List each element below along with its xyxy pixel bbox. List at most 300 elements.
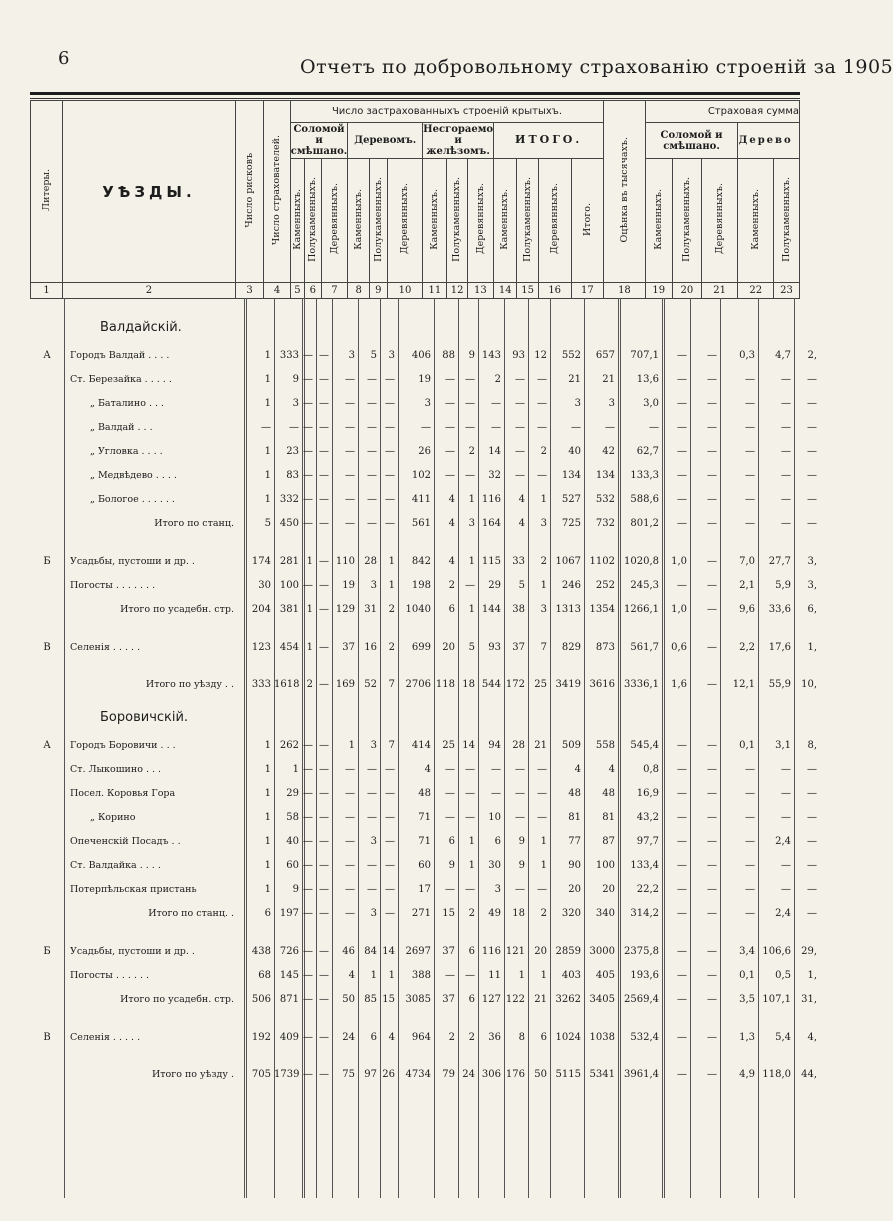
table-cell: 438	[251, 946, 271, 957]
table-cell: 93	[512, 350, 525, 361]
table-cell: —	[345, 518, 355, 529]
column-number: 6	[305, 283, 321, 299]
table-cell: —	[707, 518, 717, 529]
table-cell: 88	[442, 350, 455, 361]
table-row	[30, 784, 817, 806]
table-cell: —	[319, 788, 329, 799]
hdr-stone-4: Каменныхъ.	[499, 188, 511, 250]
table-cell: 381	[279, 604, 299, 615]
table-cell: —	[677, 884, 687, 895]
table-cell: 52	[364, 679, 377, 690]
table-cell: 3,1	[775, 740, 791, 751]
table-row	[30, 370, 817, 392]
table-cell: 6	[540, 1032, 547, 1043]
table-cell: —	[385, 518, 395, 529]
table-cell: 31,	[801, 994, 817, 1005]
table-cell: 50	[342, 994, 355, 1005]
table-cell: 5,4	[775, 1032, 791, 1043]
table-cell: 3405	[589, 994, 615, 1005]
table-cell: —	[677, 836, 687, 847]
column-number-row	[31, 283, 800, 299]
header-uezdy-cell	[63, 101, 236, 283]
table-cell: 24	[462, 1069, 475, 1080]
table-cell: 1102	[589, 556, 615, 567]
table-cell: 40	[568, 446, 581, 457]
table-cell: 3	[348, 350, 355, 361]
table-cell: —	[807, 422, 817, 433]
table-cell: —	[677, 1069, 687, 1080]
table-cell: —	[745, 764, 755, 775]
table-cell: 871	[279, 994, 299, 1005]
table-cell: 3	[370, 580, 377, 591]
row-total-label: Итого по усадебн. стр.	[120, 994, 234, 1005]
table-cell: —	[367, 470, 377, 481]
table-cell: —	[465, 398, 475, 409]
table-cell: 0,1	[739, 740, 755, 751]
table-cell: 409	[279, 1032, 299, 1043]
table-cell: 705	[251, 1069, 271, 1080]
table-cell: 204	[251, 604, 271, 615]
row-name: Городъ Валдай . . . .	[70, 350, 170, 361]
table-cell: 4	[574, 764, 581, 775]
table-cell: 123	[251, 642, 271, 653]
table-cell: 55,9	[768, 679, 791, 690]
table-cell: 1,6	[671, 679, 687, 690]
column-number: 18	[604, 283, 645, 299]
table-cell: 37	[442, 946, 455, 957]
table-cell: 1	[468, 604, 475, 615]
table-cell: —	[745, 518, 755, 529]
table-cell: —	[319, 860, 329, 871]
table-cell: 6,	[807, 604, 817, 615]
header-group-sum: Страховая сумма	[645, 101, 799, 123]
table-cell: 6	[448, 604, 455, 615]
table-cell: —	[303, 908, 313, 919]
table-cell: —	[303, 764, 313, 775]
table-row	[30, 760, 817, 782]
table-cell: 19	[418, 374, 431, 385]
table-cell: 8,	[807, 740, 817, 751]
table-cell: 3	[494, 884, 501, 895]
row-letter: В	[43, 1032, 51, 1043]
table-cell: 10,	[801, 679, 817, 690]
table-cell: 48	[418, 788, 431, 799]
table-cell: 1038	[589, 1032, 615, 1043]
table-cell: —	[807, 812, 817, 823]
table-cell: 532	[595, 494, 615, 505]
hdr-itogo: Итого.	[581, 202, 593, 236]
table-cell: 38	[512, 604, 525, 615]
table-cell: 1	[518, 970, 525, 981]
table-cell: 46	[342, 946, 355, 957]
table-cell: —	[537, 422, 547, 433]
header-sub-wood2: Дерево	[738, 123, 800, 159]
table-cell: 14	[462, 740, 475, 751]
table-cell: 1	[264, 374, 271, 385]
table-cell: 129	[335, 604, 355, 615]
header-sub-total: ИТОГО.	[494, 123, 604, 159]
table-cell: 6	[370, 1032, 377, 1043]
table-cell: —	[605, 422, 615, 433]
table-cell: 6	[264, 908, 271, 919]
table-cell: 1	[264, 884, 271, 895]
table-cell: 9	[468, 350, 475, 361]
table-cell: —	[807, 374, 817, 385]
row-letter: Б	[43, 946, 51, 957]
table-cell: —	[707, 494, 717, 505]
table-cell: 3	[370, 908, 377, 919]
table-cell: —	[677, 374, 687, 385]
section-title: Боровичскій.	[100, 710, 189, 725]
table-cell: —	[385, 836, 395, 847]
row-total-label: Итого по станц.	[154, 518, 234, 529]
table-cell: 5	[468, 642, 475, 653]
table-cell: 40	[286, 836, 299, 847]
header-insurers: Число страхователей.	[271, 134, 283, 246]
table-cell: —	[445, 374, 455, 385]
row-name: Посел. Коровья Гора	[70, 788, 176, 799]
table-cell: —	[319, 836, 329, 847]
table-cell: 271	[411, 908, 431, 919]
table-cell: 16	[364, 642, 377, 653]
table-cell: 15	[442, 908, 455, 919]
table-cell: 49	[488, 908, 501, 919]
table-cell: —	[319, 740, 329, 751]
column-number: 8	[348, 283, 370, 299]
table-cell: 1	[264, 350, 271, 361]
header-sub-wood: Деревомъ.	[348, 123, 423, 159]
table-cell: 1	[306, 604, 313, 615]
table-cell: —	[707, 836, 717, 847]
table-cell: —	[515, 374, 525, 385]
table-cell: —	[303, 398, 313, 409]
hdr-wood-2: Деревянныхъ.	[399, 183, 411, 255]
table-cell: 411	[411, 494, 431, 505]
table-cell: 532,4	[630, 1032, 659, 1043]
table-cell: 9	[518, 860, 525, 871]
table-cell: —	[445, 398, 455, 409]
table-cell: —	[537, 398, 547, 409]
table-cell: 842	[411, 556, 431, 567]
table-cell: —	[367, 812, 377, 823]
table-cell: —	[345, 374, 355, 385]
table-cell: 561	[411, 518, 431, 529]
table-cell: 281	[279, 556, 299, 567]
table-cell: —	[367, 518, 377, 529]
table-row	[30, 736, 817, 758]
table-cell: —	[367, 374, 377, 385]
table-cell: 174	[251, 556, 271, 567]
header-rule-thin	[30, 98, 800, 99]
table-cell: 1,0	[671, 604, 687, 615]
table-cell: 26	[382, 1069, 395, 1080]
table-cell: 127	[481, 994, 501, 1005]
table-cell: 31	[364, 604, 377, 615]
table-cell: 545,4	[630, 740, 659, 751]
table-row	[30, 346, 817, 368]
table-cell: 100	[279, 580, 299, 591]
column-number: 15	[517, 283, 538, 299]
table-cell: —	[781, 764, 791, 775]
table-row	[30, 638, 817, 660]
table-cell: 2	[468, 908, 475, 919]
table-cell: —	[807, 446, 817, 457]
table-cell: —	[303, 740, 313, 751]
table-cell: 1	[264, 812, 271, 823]
table-cell: —	[345, 470, 355, 481]
table-cell: —	[781, 374, 791, 385]
table-cell: 29,	[801, 946, 817, 957]
table-cell: —	[745, 398, 755, 409]
table-cell: —	[707, 642, 717, 653]
table-cell: —	[303, 350, 313, 361]
table-cell: 106,6	[762, 946, 791, 957]
table-cell: —	[319, 908, 329, 919]
table-cell: 26	[418, 446, 431, 457]
table-cell: —	[319, 642, 329, 653]
table-cell: —	[707, 446, 717, 457]
table-cell: 37	[442, 994, 455, 1005]
table-cell: 122	[505, 994, 525, 1005]
table-cell: —	[745, 860, 755, 871]
table-cell: 15	[382, 994, 395, 1005]
table-cell: 1266,1	[624, 604, 659, 615]
table-cell: —	[465, 374, 475, 385]
table-cell: —	[345, 446, 355, 457]
table-cell: 28	[364, 556, 377, 567]
table-cell: 1	[540, 860, 547, 871]
table-cell: 17,6	[768, 642, 791, 653]
table-cell: 93	[488, 642, 501, 653]
table-cell: 1	[468, 556, 475, 567]
table-row	[30, 1065, 817, 1087]
table-cell: —	[319, 764, 329, 775]
column-number: 22	[738, 283, 774, 299]
table-cell: 19	[342, 580, 355, 591]
header-estimate: Оцѣнка въ тысячахъ.	[618, 137, 630, 243]
table-cell: 7,0	[739, 556, 755, 567]
row-name: „ Валдай . . .	[90, 422, 153, 433]
table-cell: —	[303, 836, 313, 847]
table-cell: —	[345, 494, 355, 505]
table-cell: —	[445, 970, 455, 981]
table-cell: —	[677, 994, 687, 1005]
table-cell: 3,	[807, 580, 817, 591]
hdr-stone-1: Каменныхъ.	[291, 188, 303, 250]
table-cell: 1	[292, 764, 299, 775]
table-cell: 97	[364, 1069, 377, 1080]
table-cell: 5	[518, 580, 525, 591]
table-cell: —	[807, 494, 817, 505]
table-cell: —	[385, 908, 395, 919]
table-cell: 193,6	[630, 970, 659, 981]
table-cell: 1	[264, 470, 271, 481]
table-cell: 3	[468, 518, 475, 529]
table-row	[30, 552, 817, 574]
table-cell: —	[465, 884, 475, 895]
row-name: Ст. Валдайка . . . .	[70, 860, 161, 871]
table-cell: 6	[494, 836, 501, 847]
table-cell: —	[367, 446, 377, 457]
table-cell: —	[807, 470, 817, 481]
table-cell: 314,2	[630, 908, 659, 919]
hdr-half-3: Полукаменныхъ.	[451, 176, 463, 262]
table-cell: 17	[418, 884, 431, 895]
table-cell: 2,	[807, 350, 817, 361]
table-cell: 340	[595, 908, 615, 919]
table-cell: —	[781, 470, 791, 481]
table-cell: 7	[388, 740, 395, 751]
hdr-half-5: Полукаменныхъ.	[681, 176, 693, 262]
table-cell: —	[537, 470, 547, 481]
table-cell: 3,0	[643, 398, 659, 409]
table-cell: 33	[512, 556, 525, 567]
table-cell: 24	[342, 1032, 355, 1043]
table-cell: —	[781, 494, 791, 505]
table-cell: 1	[540, 494, 547, 505]
table-cell: 2697	[405, 946, 431, 957]
hdr-stone-2: Каменныхъ.	[352, 188, 364, 250]
table-cell: —	[319, 580, 329, 591]
table-cell: —	[781, 884, 791, 895]
table-cell: 9	[448, 860, 455, 871]
table-cell: —	[465, 470, 475, 481]
row-total-label: Итого по уѣзду . .	[145, 679, 234, 690]
table-cell: —	[781, 446, 791, 457]
table-cell: 22,2	[636, 884, 659, 895]
table-cell: 1	[264, 446, 271, 457]
table-cell: 1,0	[671, 556, 687, 567]
hdr-wood-1: Деревянныхъ.	[328, 183, 340, 255]
table-cell: 1	[264, 836, 271, 847]
table-cell: 1	[468, 494, 475, 505]
header-sub-straw2: Соломой и смѣшано.	[645, 123, 738, 159]
table-cell: 118	[435, 679, 455, 690]
table-cell: 144	[481, 604, 501, 615]
table-cell: 94	[488, 740, 501, 751]
table-cell: 2	[540, 556, 547, 567]
page-title: Отчетъ по добровольному страхованію строеній за 1905	[300, 56, 893, 78]
table-cell: 33,6	[768, 604, 791, 615]
table-cell: —	[367, 764, 377, 775]
row-name: Ст. Лыкошино . . .	[70, 764, 162, 775]
table-cell: 4,	[807, 1032, 817, 1043]
table-cell: —	[677, 422, 687, 433]
table-cell: 29	[488, 580, 501, 591]
table-cell: 5115	[555, 1069, 581, 1080]
page-number: 6	[58, 48, 70, 69]
table-cell: 2706	[405, 679, 431, 690]
table-cell: 25	[534, 679, 547, 690]
column-number: 1	[31, 283, 63, 299]
table-cell: —	[537, 812, 547, 823]
table-cell: 2859	[555, 946, 581, 957]
table-cell: —	[491, 398, 501, 409]
table-cell: 11	[488, 970, 501, 981]
hdr-half-2: Полукаменныхъ.	[372, 176, 384, 262]
table-cell: —	[345, 908, 355, 919]
row-name: Усадьбы, пустоши и др. .	[70, 946, 195, 957]
table-cell: —	[319, 470, 329, 481]
column-number: 21	[701, 283, 738, 299]
table-cell: —	[745, 470, 755, 481]
table-cell: —	[303, 422, 313, 433]
table-cell: 544	[481, 679, 501, 690]
table-cell: 42	[602, 446, 615, 457]
table-cell: —	[385, 764, 395, 775]
table-cell: 2,1	[739, 580, 755, 591]
table-cell: —	[677, 518, 687, 529]
row-letter: А	[43, 350, 51, 361]
table-cell: —	[345, 860, 355, 871]
table-cell: —	[707, 374, 717, 385]
header-estimate-cell	[604, 101, 645, 283]
table-cell: 414	[411, 740, 431, 751]
table-cell: 9	[292, 374, 299, 385]
table-cell: 2	[306, 679, 313, 690]
table-cell: 27,7	[768, 556, 791, 567]
table-cell: 0,8	[643, 764, 659, 775]
table-cell: —	[745, 884, 755, 895]
table-cell: —	[707, 398, 717, 409]
table-cell: 2	[494, 374, 501, 385]
column-number: 23	[774, 283, 800, 299]
table-cell: —	[807, 860, 817, 871]
table-cell: —	[537, 788, 547, 799]
table-cell: —	[303, 1032, 313, 1043]
table-cell: —	[303, 994, 313, 1005]
table-cell: —	[367, 884, 377, 895]
table-cell: 1020,8	[624, 556, 659, 567]
hdr-stone-6: Каменныхъ.	[750, 188, 761, 250]
table-cell: —	[445, 812, 455, 823]
table-cell: 4734	[405, 1069, 431, 1080]
table-cell: —	[677, 446, 687, 457]
row-name: Ст. Березайка . . . . .	[70, 374, 172, 385]
table-cell: 1618	[274, 679, 300, 690]
table-cell: 4,7	[775, 350, 791, 361]
table-cell: —	[367, 860, 377, 871]
table-cell: 450	[279, 518, 299, 529]
table-cell: 87	[602, 836, 615, 847]
table-cell: —	[445, 422, 455, 433]
table-cell: 23	[286, 446, 299, 457]
table-cell: 79	[442, 1069, 455, 1080]
header-letter-cell	[31, 101, 63, 283]
table-cell: 1	[468, 860, 475, 871]
table-row	[30, 466, 817, 488]
table-cell: —	[515, 764, 525, 775]
table-cell: —	[345, 422, 355, 433]
table-cell: 107,1	[762, 994, 791, 1005]
table-cell: 3419	[555, 679, 581, 690]
table-cell: —	[807, 884, 817, 895]
table-cell: —	[303, 374, 313, 385]
table-cell: 3	[540, 604, 547, 615]
table-cell: 964	[411, 1032, 431, 1043]
table-cell: 406	[411, 350, 431, 361]
table-cell: —	[319, 946, 329, 957]
table-cell: 6	[468, 994, 475, 1005]
table-cell: —	[781, 812, 791, 823]
table-cell: 9	[518, 836, 525, 847]
table-cell: 1354	[589, 604, 615, 615]
table-cell: 3000	[589, 946, 615, 957]
table-cell: —	[807, 788, 817, 799]
table-cell: —	[385, 812, 395, 823]
table-cell: 21	[568, 374, 581, 385]
table-cell: 28	[512, 740, 525, 751]
